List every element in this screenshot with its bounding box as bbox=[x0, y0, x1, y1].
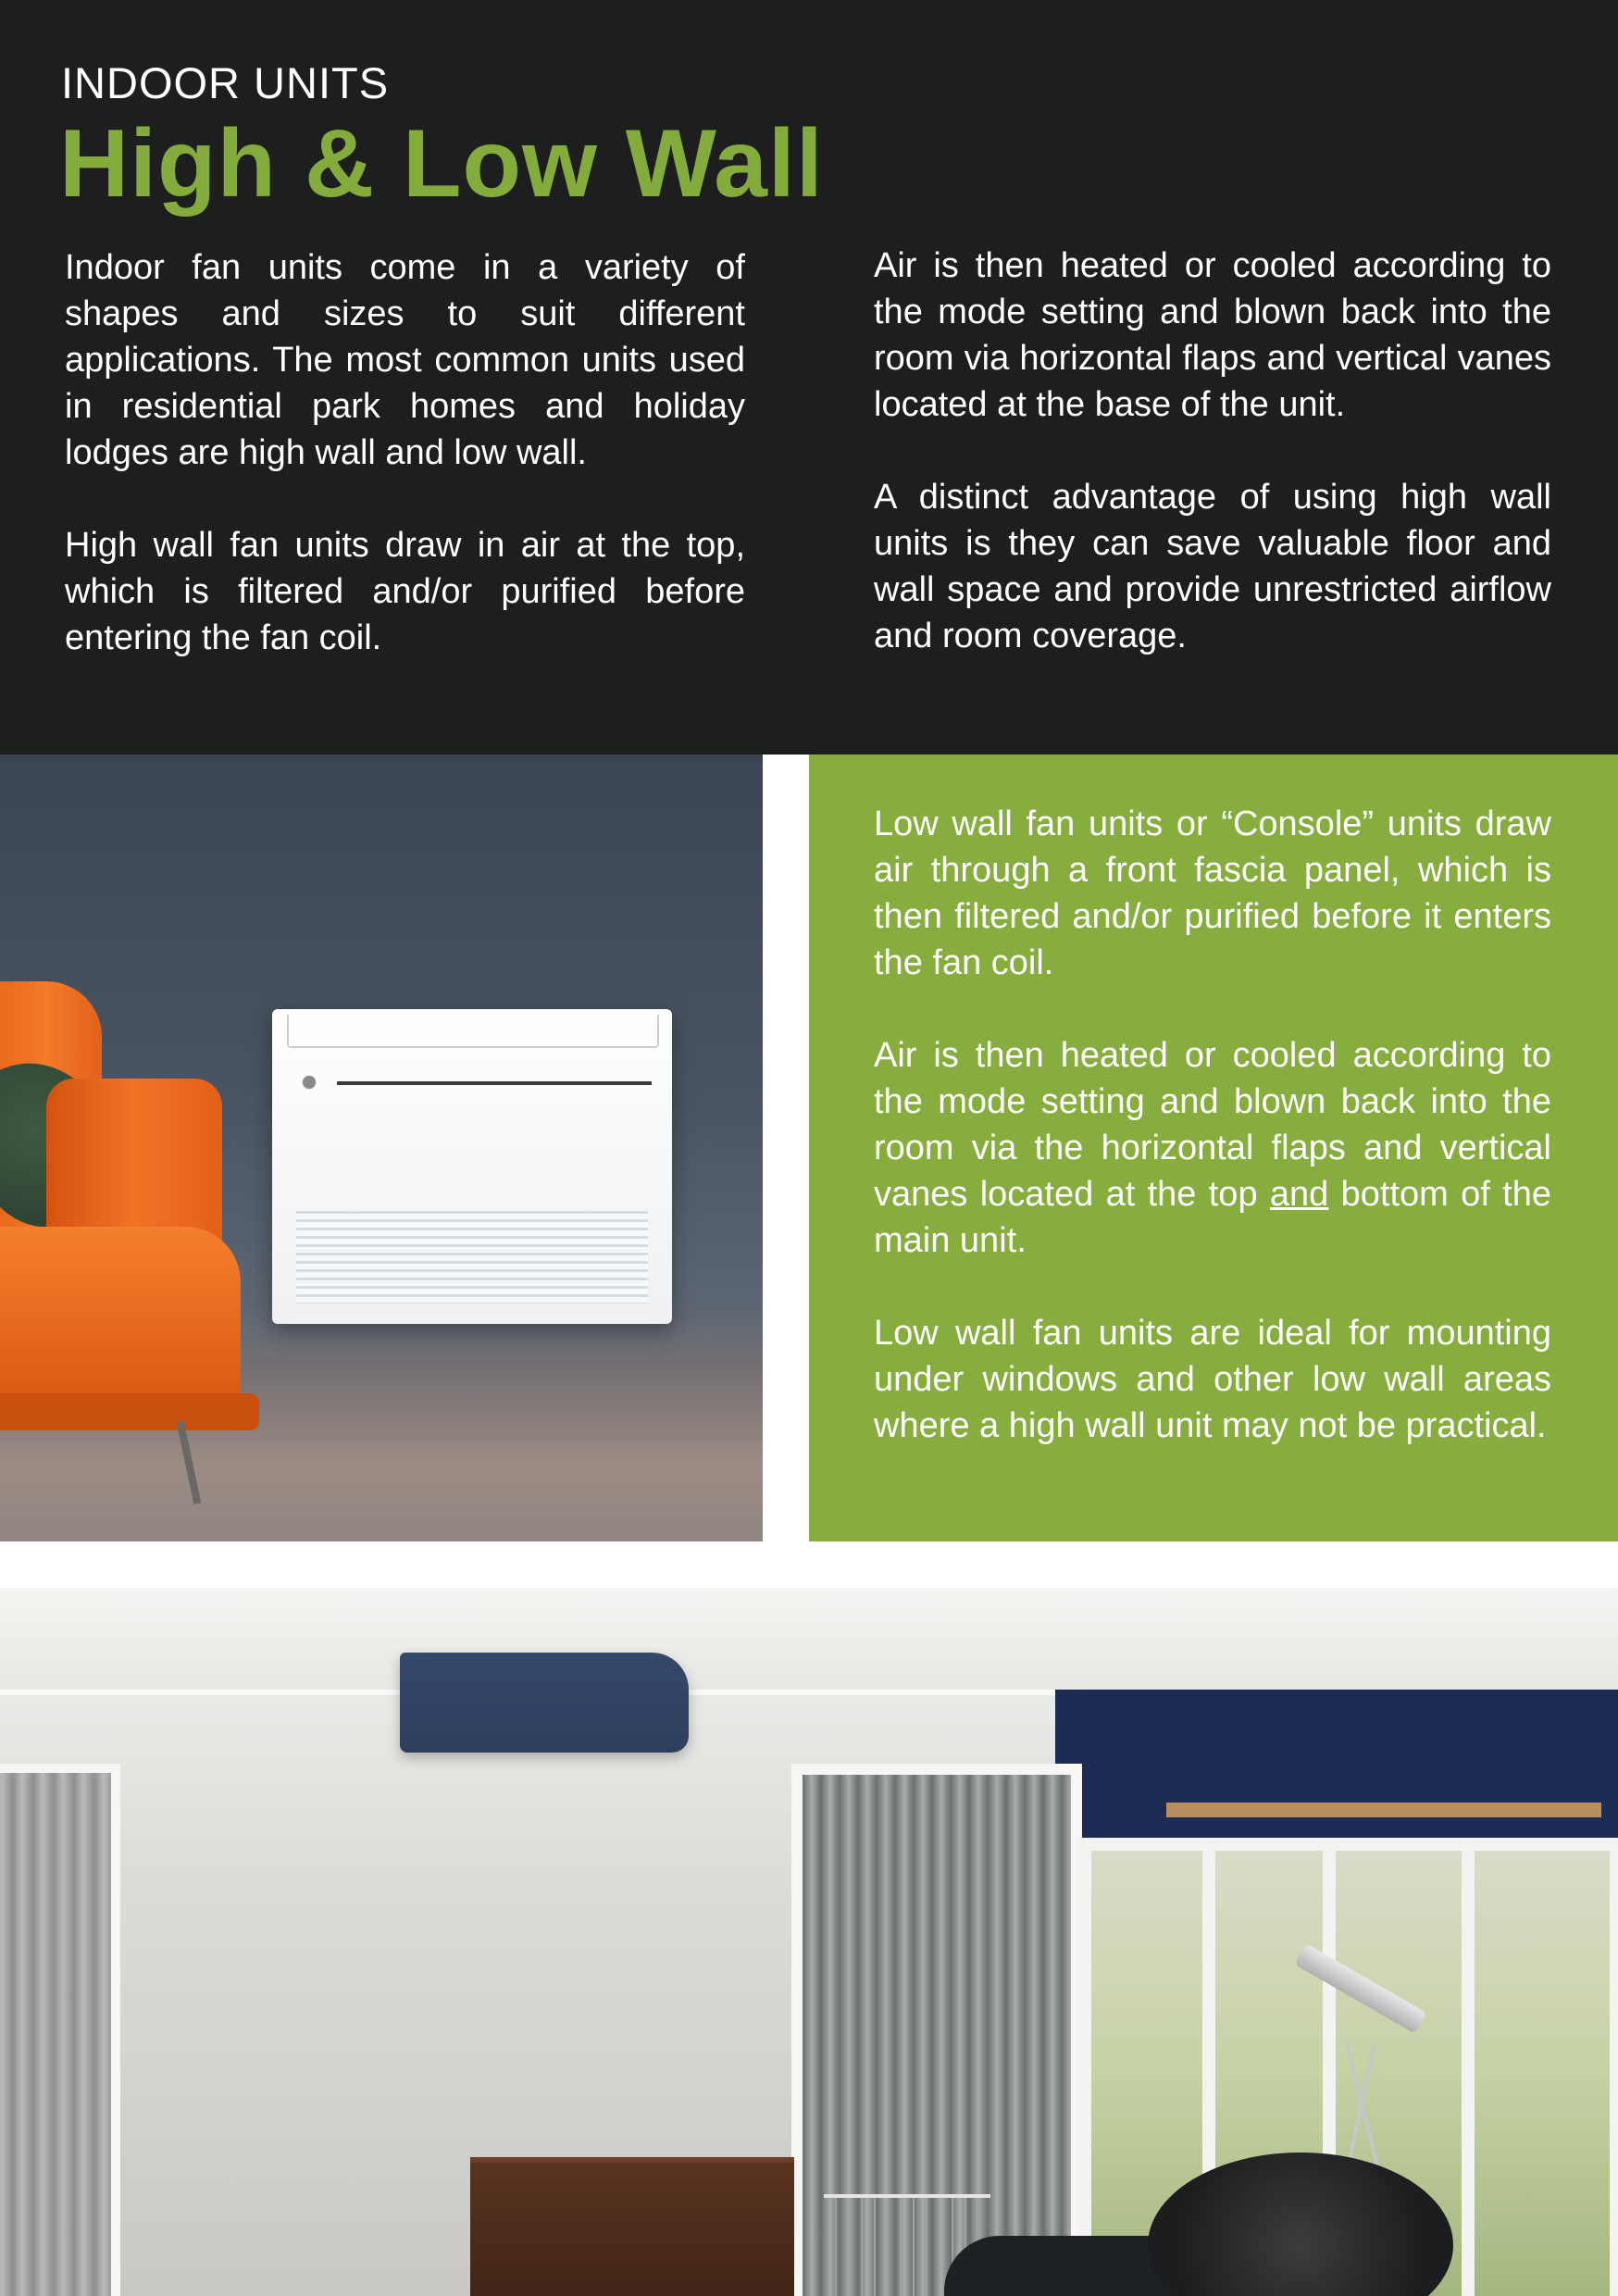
sofa-seat bbox=[0, 1227, 241, 1412]
intro-left-column bbox=[65, 244, 745, 661]
ceiling bbox=[0, 1588, 1618, 1695]
display-strip bbox=[337, 1081, 652, 1085]
high-wall-indoor-unit bbox=[400, 1653, 689, 1753]
console-indoor-unit bbox=[272, 1009, 672, 1324]
low-wall-paragraph bbox=[874, 1032, 1551, 1264]
header-section bbox=[0, 0, 1618, 755]
text-run: bottom of the main unit. bbox=[874, 1175, 1551, 1260]
low-wall-paragraph: Low wall fan units are ideal for mounting under windows and other low wall areas where a high wall unit may not be practical. bbox=[874, 1314, 1551, 1445]
sofa-base bbox=[0, 1393, 259, 1430]
intro-paragraph: Air is then heated or cooled according to the mode setting and blown back into the room via horizontal flaps and vertical vanes located at the base of the unit. bbox=[874, 246, 1551, 424]
page-title: High & Low Wall bbox=[59, 110, 824, 218]
intro-paragraph: High wall fan units draw in air at the top, which is filtered and/or purified before entering the fan coil. bbox=[65, 526, 745, 657]
intro-paragraph: A distinct advantage of using high wall units is they can save valuable floor and wall space and provide unrestricted airflow and room coverage. bbox=[874, 478, 1551, 655]
section-eyebrow: INDOOR UNITS bbox=[61, 58, 390, 107]
underlined-word: and bbox=[1269, 1175, 1329, 1214]
wooden-cabinet bbox=[470, 2157, 794, 2296]
intro-paragraph: Indoor fan units come in a variety of shapes and sizes to suit different applications. The most common units used in residential park homes and holiday lodges are high wall and low wall. bbox=[65, 248, 745, 472]
console-unit-photo bbox=[0, 755, 763, 1541]
ornament-shelf bbox=[1166, 1803, 1601, 1817]
brand-logo-icon bbox=[291, 1074, 328, 1091]
room-photo bbox=[0, 1588, 1618, 2296]
door-frame bbox=[1462, 1851, 1475, 2296]
intro-right-column bbox=[874, 243, 1551, 659]
top-flap bbox=[287, 1015, 659, 1048]
left-window-blinds bbox=[0, 1764, 120, 2296]
low-wall-text-panel bbox=[809, 755, 1618, 1541]
low-wall-column bbox=[874, 801, 1551, 1449]
text-run: Air is then heated or cooled according to the mode setting and blown back into the room via the horizontal flaps and vertical vanes located at the top bbox=[874, 1036, 1551, 1214]
bottom-grille bbox=[296, 1211, 648, 1304]
low-wall-paragraph: Low wall fan units or “Console” units draw air through a front fascia panel, which is then filtered and/or purified before it enters the fan coil. bbox=[874, 805, 1551, 982]
